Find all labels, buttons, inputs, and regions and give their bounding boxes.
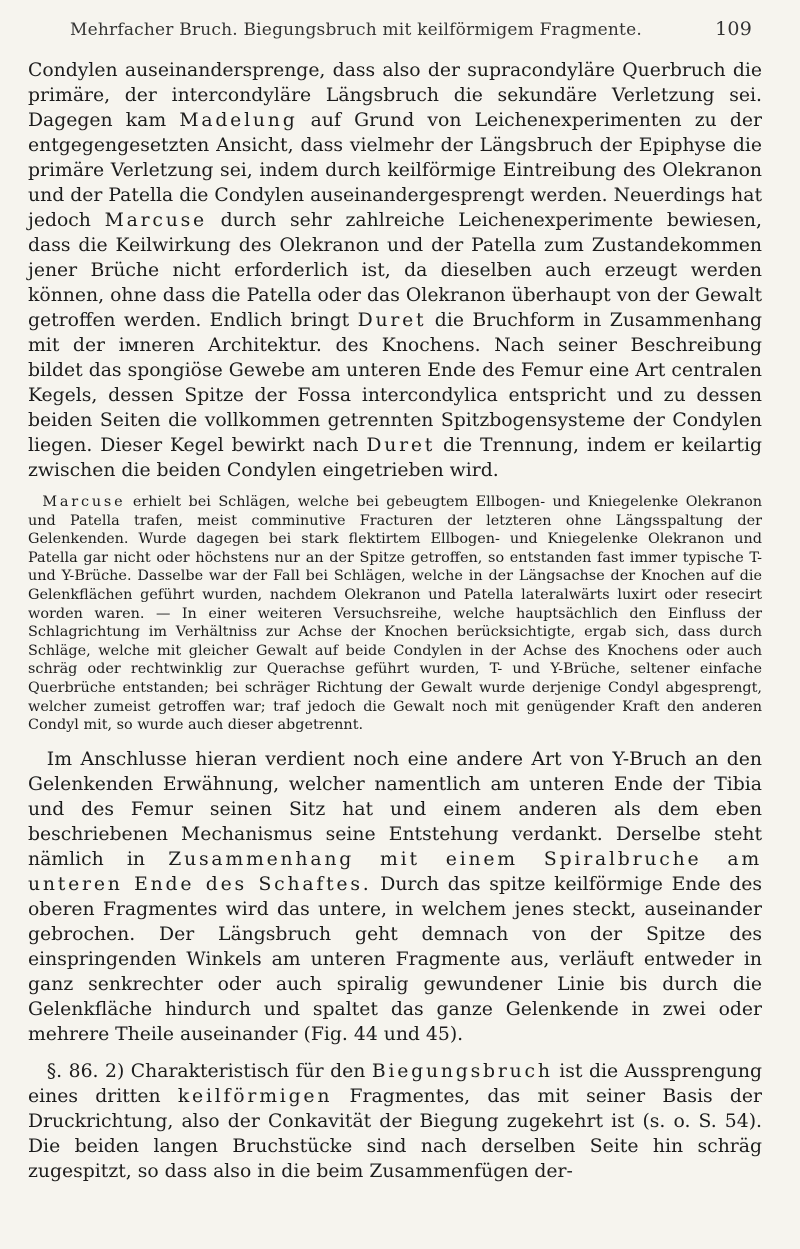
page-number: 109 xyxy=(715,18,752,40)
author-name-marcuse: Marcuse xyxy=(104,210,207,231)
emphasis-keilfoermigen: keilförmigen xyxy=(177,1085,333,1107)
text-run: Im Anschlusse hieran verdient noch eine andere Art von Y-Bruch an den Gelenkenden Erwähnung, welcher namentlich am unteren Ende der Tibia und des Femur seinen Sitz hat und einem anderen als dem eben beschriebenen Mechanismus seine Entstehung verdankt. Derselbe steht nämlich in xyxy=(28,748,762,870)
text-run: ist die Aussprengung eines dritten xyxy=(28,1060,762,1107)
author-name-duret: Duret xyxy=(357,310,427,331)
text-run: auf Grund von Leichenexperimenten zu der entgegengesetzten Ansicht, dass vielmehr der Längsbruch der Epiphyse die primäre Verletzung sei, indem durch keilförmige Eintreibung des Olekranon und der Patella die Condylen auseinandergesprengt werden. Neuerdings hat jedoch xyxy=(28,110,763,231)
main-text-3 xyxy=(28,1059,762,1184)
emphasis-biegungsbruch: Biegungsbruch xyxy=(371,1060,553,1082)
text-run: Fragmentes, das mit seiner Basis der Druckrichtung, also der Conkavität der Biegung zugekehrt ist (s. o. S. 54). Die beiden langen Bruchstücke sind nach derselben Seite hin schräg zugespitzt, so dass also in die beim Zusammenfügen der- xyxy=(28,1085,762,1182)
text-run: 2) Charakteristisch für den xyxy=(98,1060,372,1082)
author-name-duret-2: Duret xyxy=(366,435,436,456)
text-run: Durch das spitze keilförmige Ende des oberen Fragmentes wird das untere, in welchem jenes steckt, auseinander gebrochen. Der Längsbruch geht demnach von der Spitze des einspringenden Winkels am unteren Fragmente aus, verläuft entweder in ganz senkrechter oder auch spiralig gewundener Linie bis durch die Gelenkfläche hindurch und spaltet das ganze Gelenkende in zwei oder mehrere Theile auseinander (Fig. 44 und 45). xyxy=(28,873,762,1045)
main-text-1 xyxy=(28,58,762,483)
paragraph-y-bruch xyxy=(28,747,762,1047)
running-title: Mehrfacher Bruch. Biegungsbruch mit keilförmigem Fragmente. xyxy=(70,20,642,40)
paragraph-marcuse-note xyxy=(28,493,762,735)
text-run: die Trennung, indem er keilartig zwischen die beiden Condylen eingetrieben wird. xyxy=(28,435,762,481)
paragraph-condylen xyxy=(28,58,762,483)
main-text-2 xyxy=(28,747,762,1047)
page-body xyxy=(28,58,762,1184)
author-name-madelung: Madelung xyxy=(179,110,298,131)
small-print-note xyxy=(28,493,762,735)
running-head xyxy=(70,16,752,44)
text-run: durch sehr zahlreiche Leichenexperimente bewiesen, dass die Keilwirkung des Olekranon und der Patella zum Zustandekommen jener Brüche nicht erforderlich ist, da dieselben auch erzeugt werden können, ohne dass die Patella oder das Olekranon überhaupt von der Gewalt getroffen werden. Endlich bringt xyxy=(28,210,763,331)
text-run: Condylen auseinandersprenge, dass also der supracondyläre Querbruch die primäre, der intercondyläre Längsbruch die sekundäre Verletzung sei. Dagegen kam xyxy=(28,60,762,131)
text-run: die Bruchform in Zusammenhang mit der iмneren Architektur. des Knochens. Nach seiner Beschreibung bildet das spongiöse Gewebe am unteren Ende des Femur eine Art centralen Kegels, dessen Spitze der Fossa intercondylica entspricht und zu dessen beiden Seiten die vollkommen getrennten Spitzbogensysteme der Condylen liegen. Dieser Kegel bewirkt nach xyxy=(28,310,762,456)
text-run: erhielt bei Schlägen, welche bei gebeugtem Ellbogen- und Kniegelenke Olekranon und Patella trafen, meist comminutive Fracturen der letzteren ohne Längsspaltung der Gelenkenden. Wurde dagegen bei stark flektirtem Ellbogen- und Kniegelenke Olekranon und Patella gar nicht oder höchstens nur an der Spitze getroffen, so entstanden fast immer typische T- und Y-Brüche. Dasselbe war der Fall bei Schlägen, welche in der Längsachse der Knochen auf die Gelenkflächen geführt wurden, nachdem Olekranon und Patella lateralwärts luxirt oder resecirt worden waren. — In einer weiteren Versuchsreihe, welche hauptsächlich den Einfluss der Schlagrichtung im Verhältniss zur Achse der Knochen berücksichtigte, ergab sich, dass durch Schläge, welche mit gleicher Gewalt auf beide Condylen in der Achse des Knochens oder auch schräg oder rechtwinklig zur Querachse geführt wurden, T- und Y-Brüche, seltener einfache Querbrüche entstanden; bei schräger Richtung der Gewalt wurde derjenige Condyl abgesprengt, welcher zumeist getroffen war; traf jedoch die Gewalt noch mit genügender Kraft den anderen Condyl mit, so wurde auch dieser abgetrennt. xyxy=(28,494,762,734)
section-number: §. 86. xyxy=(46,1060,99,1082)
author-name-marcuse-note: Marcuse xyxy=(42,494,126,510)
emphasis-spiralbruch: Zusammenhang mit einem Spiralbruche am unteren Ende des Schaftes. xyxy=(28,848,762,895)
paragraph-section-86 xyxy=(28,1059,762,1184)
